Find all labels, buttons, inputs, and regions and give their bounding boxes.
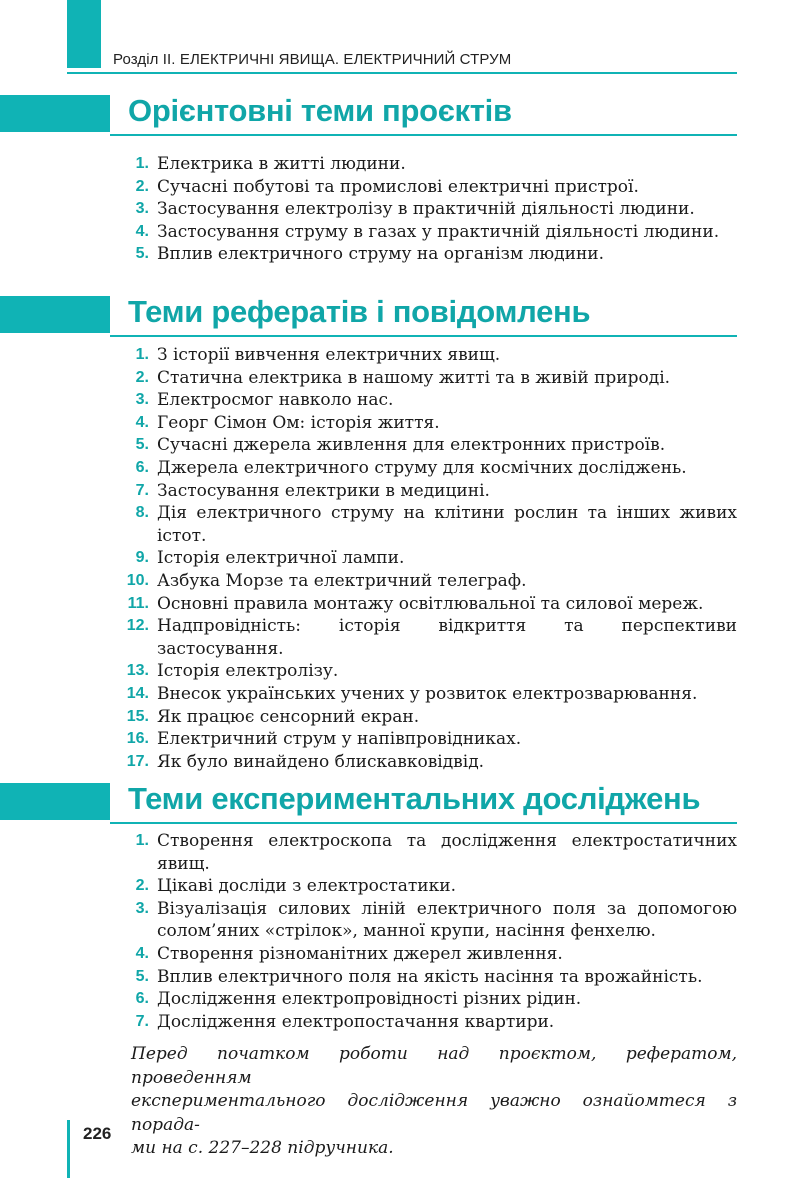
- item-text: Дослідження електропровідності різних рідин.: [157, 989, 582, 1010]
- list-item: [0, 412, 737, 435]
- list-item: [0, 480, 737, 503]
- item-text: Візуалізація силових ліній електричного поля за допомогою солом’яних «стрілок», манної крупи, насіння фенхелю.: [157, 898, 737, 942]
- item-number: 6.: [135, 458, 149, 476]
- item-number: 3.: [135, 391, 149, 409]
- instruction-note: [131, 1043, 737, 1161]
- item-number: 8.: [135, 504, 149, 522]
- item-text: Сучасні джерела живлення для електронних пристроїв.: [157, 435, 666, 456]
- section-title-reports: Теми рефератів і повідомлень: [128, 294, 591, 329]
- item-text: З історії вивчення електричних явищ.: [157, 345, 501, 365]
- item-text: Вплив електричного поля на якість насіння та врожайність.: [157, 966, 703, 987]
- list-item: [0, 221, 737, 244]
- header-rule: [67, 72, 737, 74]
- list-item: [0, 570, 737, 593]
- note-line: Перед початком роботи над проєктом, рефератом, проведенням: [131, 1044, 737, 1088]
- item-text: Електросмог навколо нас.: [157, 390, 394, 411]
- item-text: Створення різноманітних джерел живлення.: [157, 943, 563, 964]
- section-title-experiments: Теми експериментальних досліджень: [128, 781, 701, 816]
- item-number: 4.: [135, 413, 149, 431]
- item-text: Цікаві досліди з електростатики.: [157, 876, 456, 897]
- item-number: 17.: [126, 752, 149, 770]
- page-number: 226: [83, 1124, 112, 1143]
- item-number: 4.: [135, 222, 149, 240]
- reports-list: [0, 344, 737, 773]
- list-item: [0, 547, 737, 570]
- item-text: Основні правила монтажу освітлювальної та силової мереж.: [157, 593, 704, 614]
- list-item: [0, 898, 737, 943]
- list-item: [0, 593, 737, 616]
- list-item: [0, 176, 737, 199]
- item-text: Дія електричного струму на клітини рослин та інших живих істот.: [157, 503, 737, 546]
- item-number: 2.: [135, 177, 149, 195]
- item-text: Електрика в житті людини.: [157, 154, 406, 174]
- item-number: 12.: [126, 617, 149, 635]
- section-marker-bar: [0, 296, 110, 333]
- item-number: 3.: [135, 899, 149, 917]
- experiments-list: [0, 830, 737, 1033]
- item-text: Вплив електричного струму на організм людини.: [157, 244, 605, 265]
- item-number: 7.: [135, 481, 149, 499]
- list-item: [0, 751, 737, 774]
- list-item: [0, 830, 737, 875]
- item-text: Як працює сенсорний екран.: [157, 706, 420, 727]
- item-number: 1.: [135, 155, 149, 172]
- list-item: [0, 615, 737, 660]
- list-item: [0, 660, 737, 683]
- item-text: Історія електролізу.: [157, 661, 339, 682]
- list-item: [0, 1011, 737, 1034]
- item-text: Статична електрика в нашому житті та в живій природі.: [157, 367, 671, 388]
- item-text: Історія електричної лампи.: [157, 548, 405, 569]
- list-item: [0, 434, 737, 457]
- item-number: 5.: [135, 436, 149, 454]
- list-item: [0, 683, 737, 706]
- item-text: Як було винайдено блискавковідвід.: [157, 751, 485, 772]
- item-number: 3.: [135, 200, 149, 218]
- item-number: 11.: [127, 594, 149, 612]
- list-item: [0, 706, 737, 729]
- running-head: Розділ ІІ. ЕЛЕКТРИЧНІ ЯВИЩА. ЕЛЕКТРИЧНИЙ СТРУМ: [113, 51, 512, 68]
- item-text: Азбука Морзе та електричний телеграф.: [157, 570, 527, 591]
- list-item: [0, 344, 737, 367]
- item-number: 15.: [126, 707, 149, 725]
- item-number: 5.: [135, 245, 149, 263]
- section-rule: [110, 134, 737, 136]
- projects-list: [0, 153, 737, 266]
- item-text: Застосування електролізу в практичній діяльності людини.: [157, 199, 695, 220]
- item-number: 2.: [135, 877, 149, 895]
- item-text: Георг Сімон Ом: історія життя.: [157, 412, 440, 433]
- item-number: 6.: [135, 990, 149, 1008]
- item-number: 13.: [126, 662, 149, 680]
- footer-rule: [67, 1120, 70, 1178]
- list-item: [0, 457, 737, 480]
- list-item: [0, 943, 737, 966]
- list-item: [0, 367, 737, 390]
- item-text: Застосування струму в газах у практичній діяльності людини.: [157, 221, 720, 242]
- list-item: [0, 153, 737, 176]
- item-text: Дослідження електропостачання квартири.: [157, 1011, 555, 1032]
- section-title-projects: Орієнтовні теми проєктів: [128, 93, 512, 128]
- section-marker-bar: [0, 783, 110, 820]
- item-number: 1.: [135, 832, 149, 849]
- item-text: Внесок українських учених у розвиток електрозварювання.: [157, 683, 698, 704]
- section-marker-bar: [0, 95, 110, 132]
- item-number: 14.: [126, 684, 149, 702]
- item-number: 16.: [126, 730, 149, 748]
- item-text: Сучасні побутові та промислові електричні пристрої.: [157, 176, 639, 197]
- list-item: [0, 988, 737, 1011]
- note-line: експериментального дослідження уважно ознайомтеся з порада-: [131, 1091, 737, 1135]
- list-item: [0, 875, 737, 898]
- item-number: 10.: [126, 571, 149, 589]
- list-item: [0, 198, 737, 221]
- section-rule: [110, 335, 737, 337]
- note-line: ми на с. 227–228 підручника.: [131, 1138, 394, 1158]
- list-item: [0, 728, 737, 751]
- item-number: 5.: [135, 967, 149, 985]
- item-number: 2.: [135, 368, 149, 386]
- item-number: 4.: [135, 944, 149, 962]
- item-text: Застосування електрики в медицині.: [157, 480, 490, 501]
- list-item: [0, 243, 737, 266]
- list-item: [0, 966, 737, 989]
- item-number: 7.: [135, 1012, 149, 1030]
- item-number: 9.: [135, 549, 149, 567]
- item-text: Електричний струм у напівпровідниках.: [157, 729, 522, 750]
- item-text: Джерела електричного струму для космічних досліджень.: [157, 457, 687, 478]
- item-text: Надпровідність: історія відкриття та перспективи застосування.: [157, 616, 737, 659]
- header-tab: [67, 0, 101, 68]
- section-rule: [110, 822, 737, 824]
- item-number: 1.: [135, 346, 149, 363]
- item-text: Створення електроскопа та дослідження електростатичних явищ.: [157, 831, 737, 874]
- list-item: [0, 502, 737, 547]
- list-item: [0, 389, 737, 412]
